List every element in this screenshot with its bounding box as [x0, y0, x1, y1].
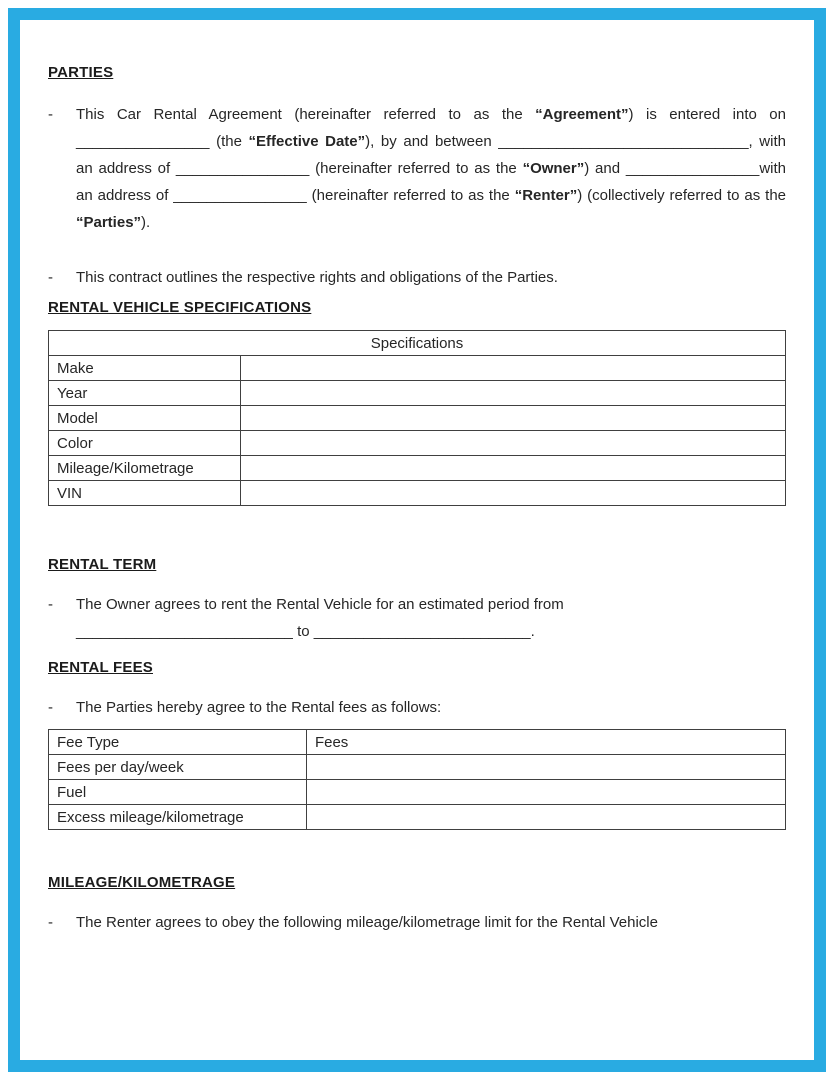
parties-clause-1 [48, 101, 786, 236]
spec-value-color [240, 431, 785, 456]
document-page [20, 20, 814, 1060]
spec-label-color: Color [49, 431, 241, 456]
rental-term-clause [48, 591, 786, 645]
bullet-dash: - [48, 914, 53, 931]
bullet-dash: - [48, 699, 53, 716]
table-row [49, 381, 786, 406]
fee-label-per-day-week: Fees per day/week [49, 755, 307, 780]
fees-table-header-row [49, 730, 786, 755]
spec-label-make: Make [49, 356, 241, 381]
rental-fees-clause [48, 694, 786, 721]
fee-value-per-day-week [306, 755, 785, 780]
rental-term-line-1: The Owner agrees to rent the Rental Vehicle for an estimated period from [76, 596, 564, 613]
page-frame [8, 8, 826, 1072]
fees-header-fee-type: Fee Type [49, 730, 307, 755]
section-heading-parties: PARTIES [48, 64, 114, 81]
specifications-table-title: Specifications [49, 331, 786, 356]
table-row [49, 780, 786, 805]
spec-value-year [240, 381, 785, 406]
section-heading-vehicle-specifications: RENTAL VEHICLE SPECIFICATIONS [48, 299, 312, 316]
fee-label-excess-mileage: Excess mileage/kilometrage [49, 805, 307, 830]
table-row [49, 481, 786, 506]
table-row [49, 456, 786, 481]
table-row [49, 805, 786, 830]
mileage-clause-text: The Renter agrees to obey the following mileage/kilometrage limit for the Rental Vehicle [76, 914, 658, 931]
rental-term-clause-text [76, 591, 786, 645]
bullet-dash: - [48, 106, 53, 123]
section-heading-rental-fees: RENTAL FEES [48, 659, 153, 676]
specifications-table-title-row [49, 331, 786, 356]
parties-clause-2-text: This contract outlines the respective rights and obligations of the Parties. [76, 269, 558, 286]
spec-value-make [240, 356, 785, 381]
table-row [49, 356, 786, 381]
table-row [49, 406, 786, 431]
fee-value-excess-mileage [306, 805, 785, 830]
fees-table [48, 729, 786, 830]
parties-clause-2 [48, 264, 786, 291]
table-row [49, 755, 786, 780]
spec-label-model: Model [49, 406, 241, 431]
rental-term-line-2: __________________________ to __________________________. [76, 623, 535, 640]
fees-header-fees: Fees [306, 730, 785, 755]
spec-value-vin [240, 481, 785, 506]
bullet-dash: - [48, 596, 53, 613]
fee-value-fuel [306, 780, 785, 805]
mileage-clause [48, 909, 786, 936]
parties-clause-1-text: This Car Rental Agreement (hereinafter referred to as the “Agreement”) is entered into on ________________ (the “Effective Date”), by and between ______________________________, with an address of ________________ (hereinafter referred to as the “Owner”) and ________________with an address of ________________ (hereinafter referred to as the “Renter”) (collectively referred to as the “Parties”). [76, 106, 787, 231]
spec-label-year: Year [49, 381, 241, 406]
fee-label-fuel: Fuel [49, 780, 307, 805]
section-heading-mileage: MILEAGE/KILOMETRAGE [48, 874, 236, 891]
bullet-dash: - [48, 269, 53, 286]
spec-label-mileage: Mileage/Kilometrage [49, 456, 241, 481]
spec-label-vin: VIN [49, 481, 241, 506]
table-row [49, 431, 786, 456]
spec-value-mileage [240, 456, 785, 481]
rental-fees-clause-text: The Parties hereby agree to the Rental fees as follows: [76, 699, 442, 716]
specifications-table [48, 330, 786, 506]
spec-value-model [240, 406, 785, 431]
section-heading-rental-term: RENTAL TERM [48, 556, 157, 573]
